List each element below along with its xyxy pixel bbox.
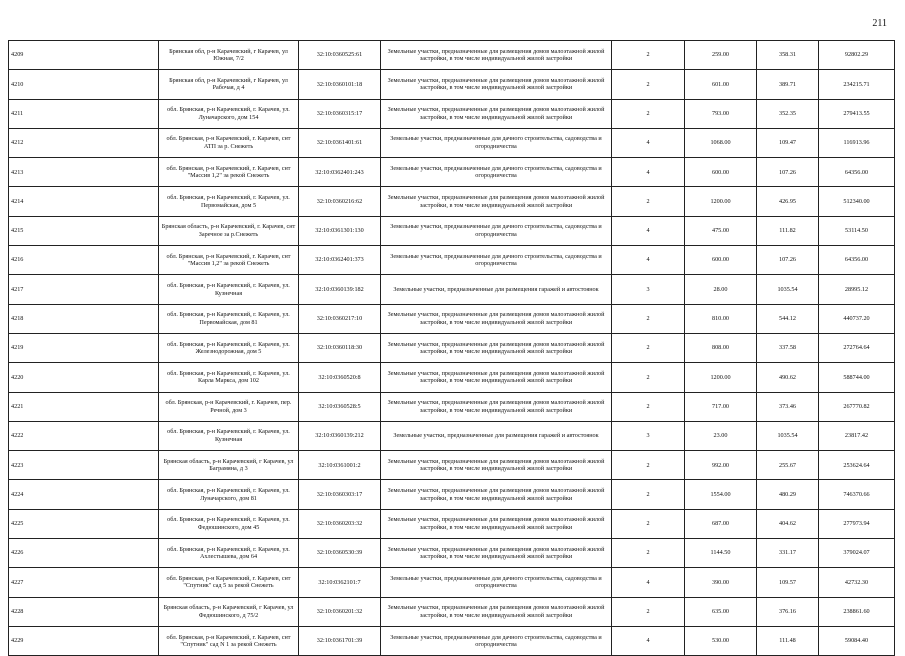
cadastral-value-cell: 588744.00 — [819, 363, 895, 392]
row-number: 4214 — [9, 187, 159, 216]
group-cell: 2 — [612, 70, 685, 99]
group-cell: 4 — [612, 216, 685, 245]
group-cell: 2 — [612, 187, 685, 216]
cadastral-number-cell: 32:10:0360528:5 — [299, 392, 381, 421]
row-number: 4224 — [9, 480, 159, 509]
table-row — [9, 421, 895, 450]
cadastral-value-cell: 59084.40 — [819, 626, 895, 655]
cadastral-number-cell: 32:10:0362401:243 — [299, 158, 381, 187]
area-cell: 600.00 — [685, 246, 757, 275]
table-row — [9, 509, 895, 538]
cadastral-number-cell: 32:10:0360520:8 — [299, 363, 381, 392]
cadastral-number-cell: 32:10:0360315:17 — [299, 99, 381, 128]
cadastral-number-cell: 32:10:0361701:39 — [299, 626, 381, 655]
area-cell: 1200.00 — [685, 363, 757, 392]
table-row — [9, 216, 895, 245]
row-number: 4216 — [9, 246, 159, 275]
cadastral-number-cell: 32:10:0360101:18 — [299, 70, 381, 99]
group-cell: 2 — [612, 597, 685, 626]
area-cell: 635.00 — [685, 597, 757, 626]
row-number: 4218 — [9, 304, 159, 333]
cadastral-value-cell: 234215.71 — [819, 70, 895, 99]
specific-value-cell: 490.62 — [757, 363, 819, 392]
table-row — [9, 304, 895, 333]
land-use-cell: Земельные участки, предназначенные для размещения домов малоэтажной жилой застройки, в том числе индивидуальной жилой застройки — [381, 392, 612, 421]
specific-value-cell: 404.62 — [757, 509, 819, 538]
land-use-cell: Земельные участки, предназначенные для размещения домов малоэтажной жилой застройки, в том числе индивидуальной жилой застройки — [381, 597, 612, 626]
cadastral-value-cell: 92802.29 — [819, 41, 895, 70]
row-number: 4226 — [9, 539, 159, 568]
row-number: 4215 — [9, 216, 159, 245]
specific-value-cell: 109.47 — [757, 128, 819, 157]
group-cell: 2 — [612, 333, 685, 362]
group-cell: 2 — [612, 509, 685, 538]
area-cell: 600.00 — [685, 158, 757, 187]
row-number: 4212 — [9, 128, 159, 157]
cadastral-number-cell: 32:10:0362101:7 — [299, 568, 381, 597]
land-use-cell: Земельные участки, предназначенные для дачного строительства, садоводства и огородничества — [381, 246, 612, 275]
specific-value-cell: 111.48 — [757, 626, 819, 655]
area-cell: 1068.00 — [685, 128, 757, 157]
address-cell: Брянская обл, р-н Карачевский, г Карачев, ул Южная, 7/2 — [159, 41, 299, 70]
land-use-cell: Земельные участки, предназначенные для размещения домов малоэтажной жилой застройки, в том числе индивидуальной жилой застройки — [381, 333, 612, 362]
cadastral-value-cell: 23817.42 — [819, 421, 895, 450]
address-cell: обл. Брянская, р-н Карачевский, г. Карачев, ул. Первомайская, дом 5 — [159, 187, 299, 216]
area-cell: 808.00 — [685, 333, 757, 362]
area-cell: 1554.00 — [685, 480, 757, 509]
address-cell: Брянская область, р-н Карачевский, г Карачев, ул Федюшинского, д 75/2 — [159, 597, 299, 626]
group-cell: 2 — [612, 480, 685, 509]
land-use-cell: Земельные участки, предназначенные для размещения домов малоэтажной жилой застройки, в том числе индивидуальной жилой застройки — [381, 70, 612, 99]
group-cell: 2 — [612, 451, 685, 480]
land-use-cell: Земельные участки, предназначенные для дачного строительства, садоводства и огородничества — [381, 626, 612, 655]
row-number: 4223 — [9, 451, 159, 480]
group-cell: 2 — [612, 539, 685, 568]
land-use-cell: Земельные участки, предназначенные для размещения домов малоэтажной жилой застройки, в том числе индивидуальной жилой застройки — [381, 451, 612, 480]
address-cell: Брянская область, р-н Карачевский, г. Карачев, снт Заречное за р.Снежеть — [159, 216, 299, 245]
cadastral-number-cell: 32:10:0361301:130 — [299, 216, 381, 245]
table-row — [9, 480, 895, 509]
cadastral-value-cell: 440737.20 — [819, 304, 895, 333]
specific-value-cell: 373.46 — [757, 392, 819, 421]
group-cell: 4 — [612, 568, 685, 597]
area-cell: 793.00 — [685, 99, 757, 128]
specific-value-cell: 111.82 — [757, 216, 819, 245]
specific-value-cell: 107.26 — [757, 158, 819, 187]
table-row — [9, 246, 895, 275]
area-cell: 687.00 — [685, 509, 757, 538]
cadastral-number-cell: 32:10:0361401:61 — [299, 128, 381, 157]
row-number: 4227 — [9, 568, 159, 597]
specific-value-cell: 358.31 — [757, 41, 819, 70]
area-cell: 1144.50 — [685, 539, 757, 568]
specific-value-cell: 109.57 — [757, 568, 819, 597]
cadastral-number-cell: 32:10:0362401:373 — [299, 246, 381, 275]
specific-value-cell: 426.95 — [757, 187, 819, 216]
cadastral-value-cell: 379024.07 — [819, 539, 895, 568]
table-row — [9, 392, 895, 421]
row-number: 4228 — [9, 597, 159, 626]
cadastral-value-cell: 253624.64 — [819, 451, 895, 480]
specific-value-cell: 352.35 — [757, 99, 819, 128]
table-row — [9, 41, 895, 70]
cadastral-value-cell: 238861.60 — [819, 597, 895, 626]
table-row — [9, 451, 895, 480]
group-cell: 2 — [612, 99, 685, 128]
address-cell: обл. Брянская, р-н Карачевский, г. Карачев, ул. Карла Маркса, дом 102 — [159, 363, 299, 392]
table-row — [9, 187, 895, 216]
area-cell: 259.00 — [685, 41, 757, 70]
row-number: 4221 — [9, 392, 159, 421]
group-cell: 3 — [612, 275, 685, 304]
area-cell: 1200.00 — [685, 187, 757, 216]
row-number: 4222 — [9, 421, 159, 450]
table-row — [9, 363, 895, 392]
address-cell: обл. Брянская, р-н Карачевский, г. Карачев, снт "Массив 1,2" за рекой Снежеть — [159, 158, 299, 187]
cadastral-number-cell: 32:10:0360217:10 — [299, 304, 381, 333]
cadastral-value-cell: 116913.96 — [819, 128, 895, 157]
row-number: 4217 — [9, 275, 159, 304]
area-cell: 28.00 — [685, 275, 757, 304]
row-number: 4220 — [9, 363, 159, 392]
cadastral-value-cell: 746370.66 — [819, 480, 895, 509]
specific-value-cell: 107.26 — [757, 246, 819, 275]
area-cell: 810.00 — [685, 304, 757, 333]
address-cell: Брянская область, р-н Карачевский, г Карачев, ул Баграмяна, д 3 — [159, 451, 299, 480]
cadastral-value-cell: 272764.64 — [819, 333, 895, 362]
address-cell: обл. Брянская, р-н Карачевский, г. Карачев, ул. Луначарского, дом 81 — [159, 480, 299, 509]
row-number: 4229 — [9, 626, 159, 655]
table-row — [9, 128, 895, 157]
specific-value-cell: 1035.54 — [757, 275, 819, 304]
group-cell: 2 — [612, 392, 685, 421]
specific-value-cell: 1035.54 — [757, 421, 819, 450]
address-cell: обл. Брянская, р-н Карачевский, г. Карачев, снт АТП за р. Снежеть — [159, 128, 299, 157]
land-use-cell: Земельные участки, предназначенные для размещения домов малоэтажной жилой застройки, в том числе индивидуальной жилой застройки — [381, 480, 612, 509]
land-use-cell: Земельные участки, предназначенные для дачного строительства, садоводства и огородничества — [381, 216, 612, 245]
specific-value-cell: 331.17 — [757, 539, 819, 568]
table-row — [9, 597, 895, 626]
address-cell: обл. Брянская, р-н Карачевский, г. Карачев, ул. Кузнечная — [159, 275, 299, 304]
cadastral-value-cell: 42732.30 — [819, 568, 895, 597]
row-number: 4211 — [9, 99, 159, 128]
area-cell: 390.00 — [685, 568, 757, 597]
table-row — [9, 539, 895, 568]
area-cell: 601.00 — [685, 70, 757, 99]
specific-value-cell: 255.67 — [757, 451, 819, 480]
cadastral-value-cell: 512340.00 — [819, 187, 895, 216]
row-number: 4210 — [9, 70, 159, 99]
table-row — [9, 158, 895, 187]
area-cell: 23.00 — [685, 421, 757, 450]
cadastral-value-cell: 64356.00 — [819, 158, 895, 187]
specific-value-cell: 337.58 — [757, 333, 819, 362]
land-use-cell: Земельные участки, предназначенные для размещения домов малоэтажной жилой застройки, в том числе индивидуальной жилой застройки — [381, 539, 612, 568]
land-use-cell: Земельные участки, предназначенные для размещения домов малоэтажной жилой застройки, в том числе индивидуальной жилой застройки — [381, 187, 612, 216]
land-use-cell: Земельные участки, предназначенные для дачного строительства, садоводства и огородничества — [381, 568, 612, 597]
table-body — [9, 41, 895, 656]
address-cell: обл. Брянская, р-н Карачевский, г. Карачев, ул. Ахлестышева, дом 64 — [159, 539, 299, 568]
group-cell: 4 — [612, 246, 685, 275]
group-cell: 3 — [612, 421, 685, 450]
table-row — [9, 99, 895, 128]
cadastral-value-cell: 267770.82 — [819, 392, 895, 421]
land-use-cell: Земельные участки, предназначенные для размещения домов малоэтажной жилой застройки, в том числе индивидуальной жилой застройки — [381, 304, 612, 333]
table-row — [9, 568, 895, 597]
land-use-cell: Земельные участки, предназначенные для размещения домов малоэтажной жилой застройки, в том числе индивидуальной жилой застройки — [381, 99, 612, 128]
row-number: 4225 — [9, 509, 159, 538]
address-cell: обл. Брянская, р-н Карачевский, г. Карачев, пер. Речной, дом 3 — [159, 392, 299, 421]
group-cell: 4 — [612, 626, 685, 655]
row-number: 4219 — [9, 333, 159, 362]
specific-value-cell: 389.71 — [757, 70, 819, 99]
table-row — [9, 626, 895, 655]
land-use-cell: Земельные участки, предназначенные для размещения домов малоэтажной жилой застройки, в том числе индивидуальной жилой застройки — [381, 41, 612, 70]
land-use-cell: Земельные участки, предназначенные для размещения домов малоэтажной жилой застройки, в том числе индивидуальной жилой застройки — [381, 509, 612, 538]
address-cell: обл. Брянская, р-н Карачевский, г. Карачев, ул. Кузнечная — [159, 421, 299, 450]
cadastral-value-cell: 64356.00 — [819, 246, 895, 275]
land-valuation-table — [8, 40, 895, 656]
row-number: 4209 — [9, 41, 159, 70]
area-cell: 530.00 — [685, 626, 757, 655]
cadastral-number-cell: 32:10:0360139:212 — [299, 421, 381, 450]
cadastral-number-cell: 32:10:0360203:32 — [299, 509, 381, 538]
table-row — [9, 275, 895, 304]
address-cell: обл. Брянская, р-н Карачевский, г. Карачев, ул. Первомайская, дом 81 — [159, 304, 299, 333]
specific-value-cell: 480.29 — [757, 480, 819, 509]
group-cell: 4 — [612, 158, 685, 187]
cadastral-number-cell: 32:10:0360118:30 — [299, 333, 381, 362]
cadastral-value-cell: 279413.55 — [819, 99, 895, 128]
address-cell: обл. Брянская, р-н Карачевский, г. Карачев, ул. Железнодорожная, дом 5 — [159, 333, 299, 362]
land-use-cell: Земельные участки, предназначенные для дачного строительства, садоводства и огородничества — [381, 128, 612, 157]
cadastral-value-cell: 28995.12 — [819, 275, 895, 304]
row-number: 4213 — [9, 158, 159, 187]
cadastral-number-cell: 32:10:0360216:62 — [299, 187, 381, 216]
cadastral-number-cell: 32:10:0360201:32 — [299, 597, 381, 626]
specific-value-cell: 376.16 — [757, 597, 819, 626]
area-cell: 992.00 — [685, 451, 757, 480]
land-use-cell: Земельные участки, предназначенные для размещения домов малоэтажной жилой застройки, в том числе индивидуальной жилой застройки — [381, 363, 612, 392]
group-cell: 2 — [612, 41, 685, 70]
address-cell: обл. Брянская, р-н Карачевский, г. Карачев, ул. Федюшинского, дом 45 — [159, 509, 299, 538]
group-cell: 4 — [612, 128, 685, 157]
address-cell: обл. Брянская, р-н Карачевский, г. Карачев, ул. Луначарского, дом 154 — [159, 99, 299, 128]
cadastral-number-cell: 32:10:0360530:39 — [299, 539, 381, 568]
page-number: 211 — [872, 18, 887, 29]
area-cell: 717.00 — [685, 392, 757, 421]
address-cell: обл. Брянская, р-н Карачевский, г. Карачев, снт "Спутник" сад 5 за рекой Снежеть — [159, 568, 299, 597]
area-cell: 475.00 — [685, 216, 757, 245]
address-cell: Брянская обл, р-н Карачевский, г Карачев, ул Рабочая, д 4 — [159, 70, 299, 99]
table-row — [9, 70, 895, 99]
land-use-cell: Земельные участки, предназначенные для дачного строительства, садоводства и огородничества — [381, 158, 612, 187]
specific-value-cell: 544.12 — [757, 304, 819, 333]
cadastral-value-cell: 53114.50 — [819, 216, 895, 245]
cadastral-number-cell: 32:10:0360139:182 — [299, 275, 381, 304]
address-cell: обл. Брянская, р-н Карачевский, г. Карачев, снт "Спутник" сад N 1 за рекой Снежеть — [159, 626, 299, 655]
group-cell: 2 — [612, 363, 685, 392]
cadastral-number-cell: 32:10:0360525:61 — [299, 41, 381, 70]
land-use-cell: Земельные участки, предназначенные для размещения гаражей и автостоянок — [381, 275, 612, 304]
cadastral-number-cell: 32:10:0361001:2 — [299, 451, 381, 480]
cadastral-value-cell: 277973.94 — [819, 509, 895, 538]
group-cell: 2 — [612, 304, 685, 333]
address-cell: обл. Брянская, р-н Карачевский, г. Карачев, снт "Массив 1,2" за рекой Снежеть — [159, 246, 299, 275]
table-row — [9, 333, 895, 362]
cadastral-number-cell: 32:10:0360303:17 — [299, 480, 381, 509]
land-use-cell: Земельные участки, предназначенные для размещения гаражей и автостоянок — [381, 421, 612, 450]
